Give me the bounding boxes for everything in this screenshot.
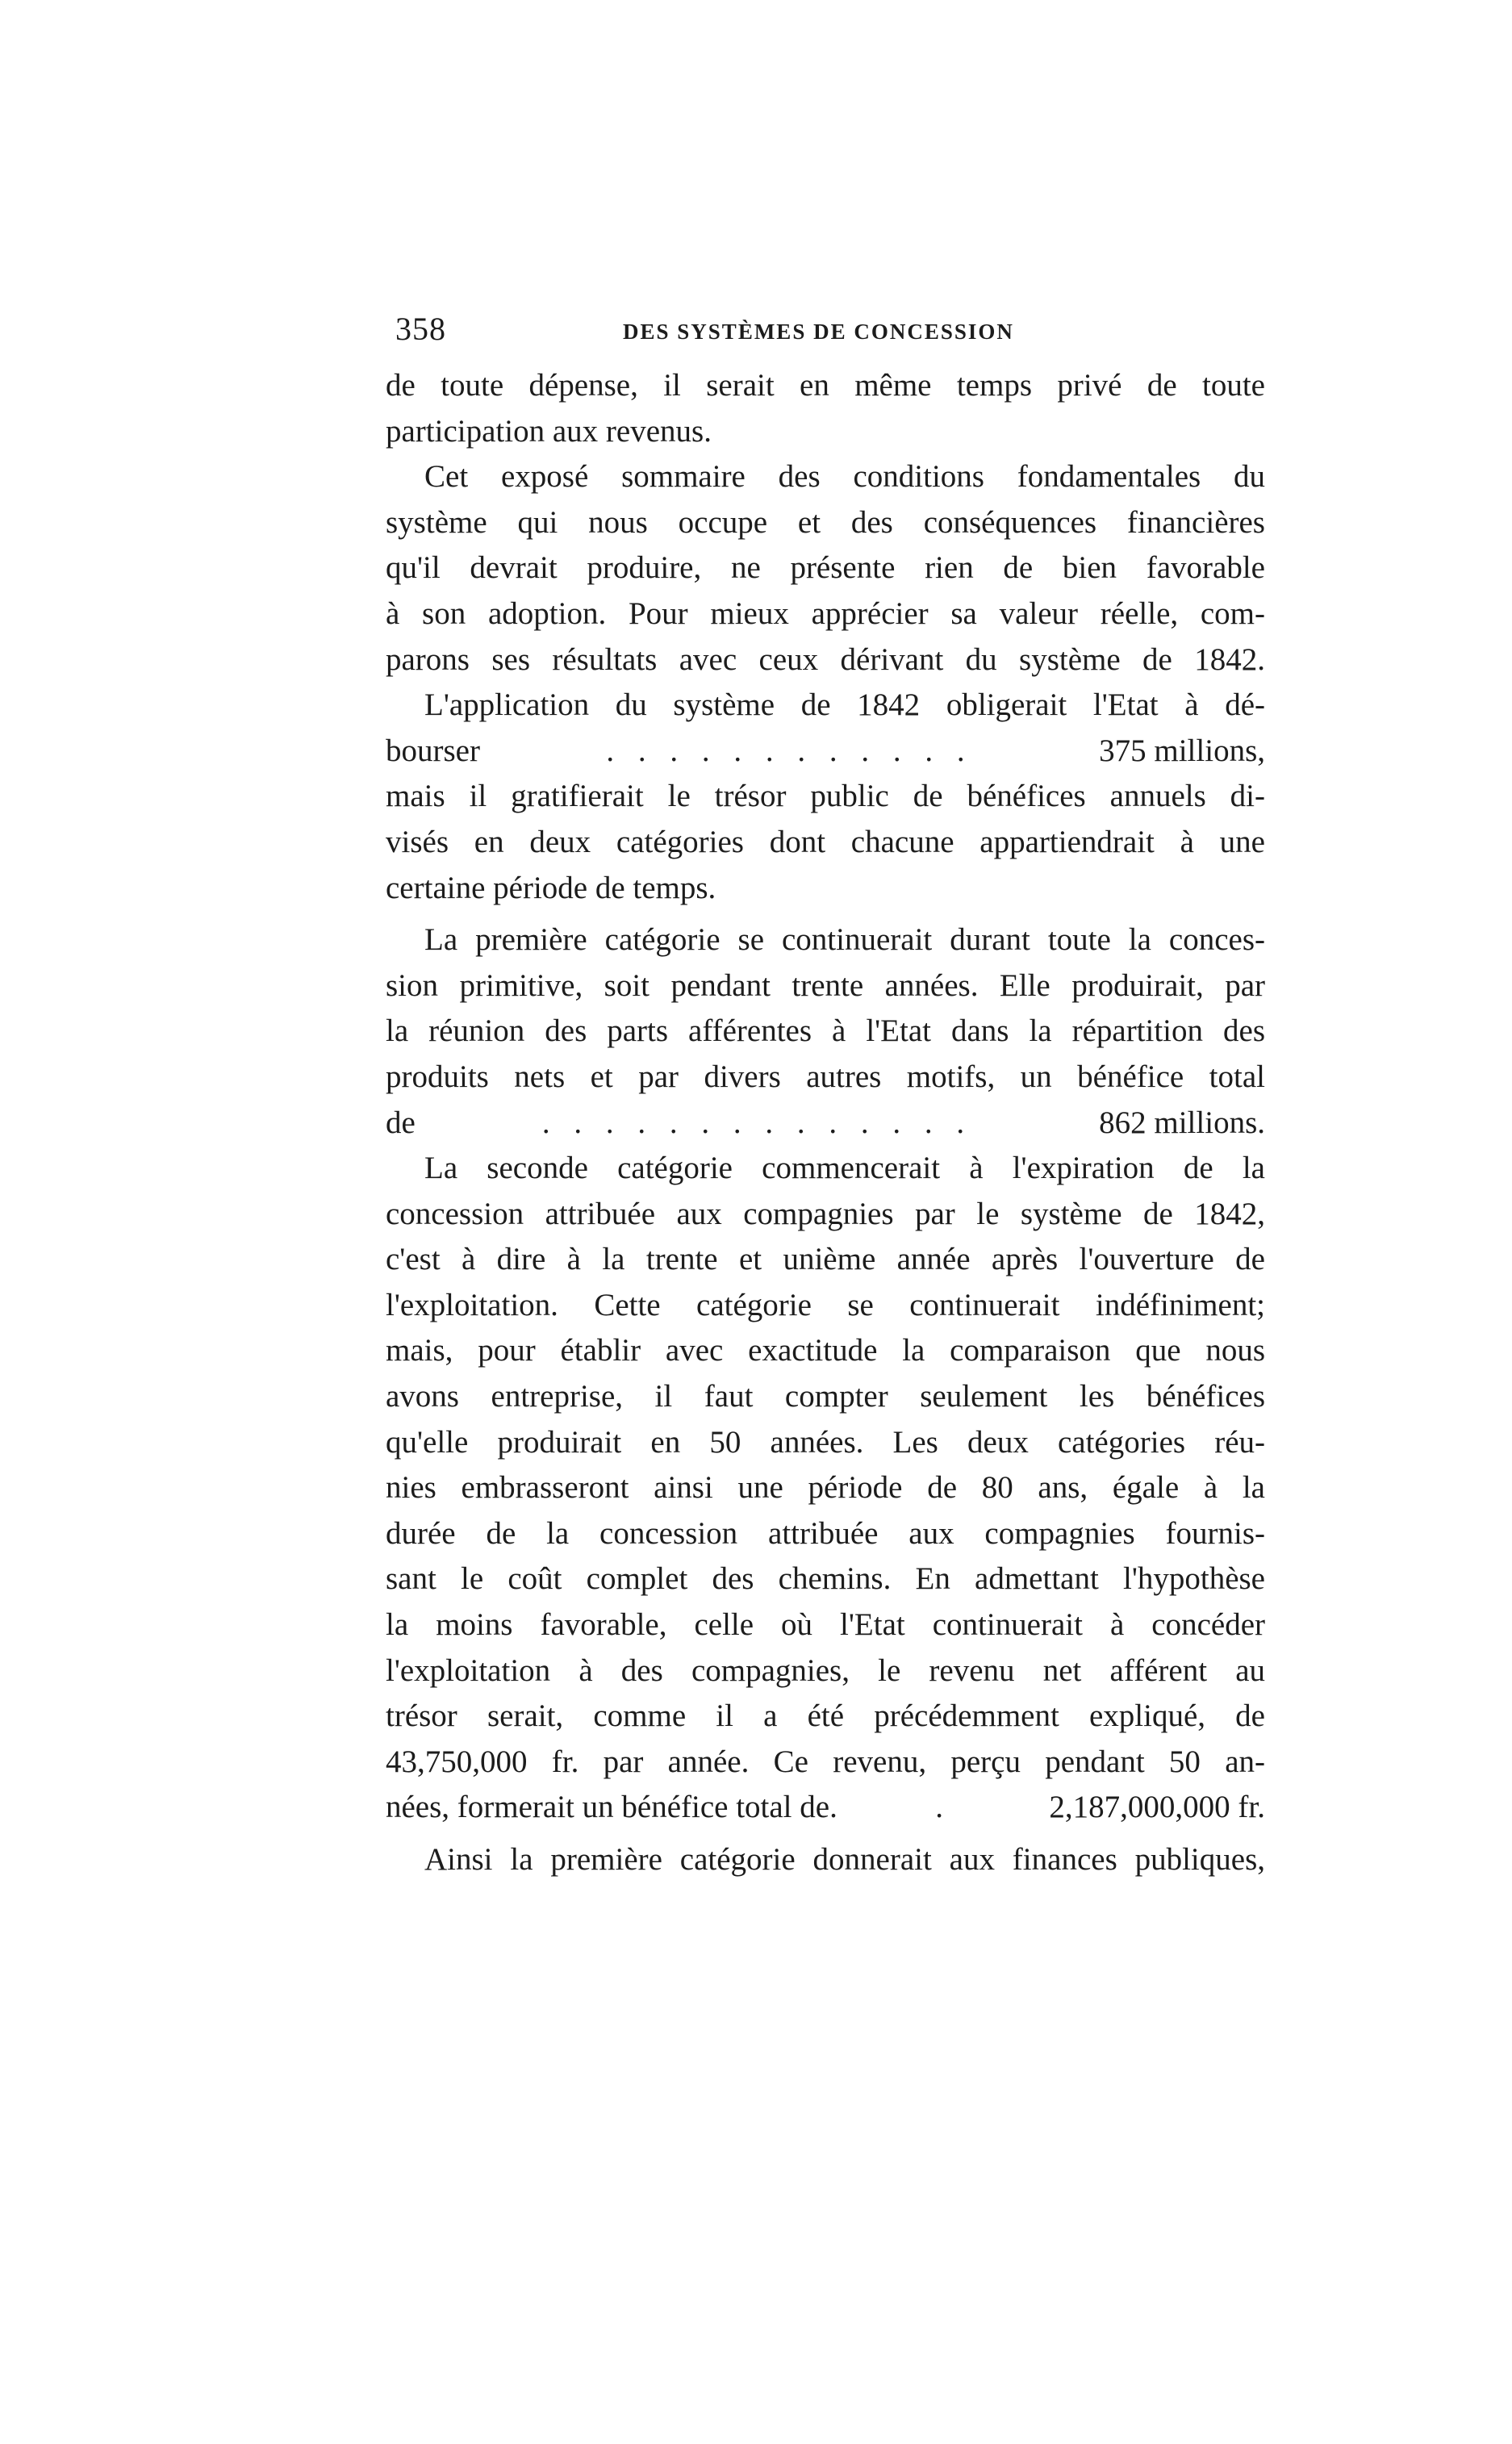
leader-dots: . . . . . . . . . . . . . . [541, 1105, 973, 1140]
leader-dots: . [935, 1790, 951, 1825]
text-line: la moins favorable, celle où l'Etat continuerait à concéder [386, 1607, 1265, 1643]
text-line: Ainsi la première catégorie donnerait aux finances publiques, [424, 1842, 1265, 1877]
text-line: c'est à dire à la trente et unième année après l'ouverture de [386, 1242, 1265, 1277]
running-title: DES SYSTÈMES DE CONCESSION [623, 320, 1014, 344]
text-line: mais, pour établir avec exactitude la comparaison que nous [386, 1333, 1265, 1368]
text-line: trésor serait, comme il a été précédemment expliqué, de [386, 1698, 1265, 1734]
text-line: La première catégorie se continuerait durant toute la conces- [424, 922, 1265, 958]
text-line: qu'il devrait produire, ne présente rien de bien favorable [386, 550, 1265, 586]
text-line: concession attribuée aux compagnies par le système de 1842, [386, 1196, 1265, 1231]
leader-dots: . . . . . . . . . . . . [606, 733, 973, 768]
text-line: sion primitive, soit pendant trente années. Elle produirait, par [386, 967, 1265, 1003]
tab-line-862 [386, 1101, 1265, 1147]
text-line: de toute dépense, il serait en même temps privé de toute [386, 368, 1265, 403]
text-line: l'exploitation. Cette catégorie se continuerait indéfiniment; [386, 1287, 1265, 1322]
text-line: La seconde catégorie commencerait à l'expiration de la [424, 1151, 1265, 1186]
text-line: produits nets et par divers autres motifs, un bénéfice total [386, 1059, 1265, 1094]
tab-lead: nées, formerait un bénéfice total de. [386, 1790, 837, 1825]
text-line: durée de la concession attribuée aux compagnies fournis- [386, 1515, 1265, 1551]
text-line: participation aux revenus. [386, 413, 712, 449]
amount-862: 862 millions. [1099, 1105, 1265, 1140]
text-line: Cet exposé sommaire des conditions fondamentales du [424, 459, 1265, 495]
tab-lead: de [386, 1105, 416, 1140]
text-line: système qui nous occupe et des conséquences financières [386, 504, 1265, 540]
text-line: à son adoption. Pour mieux apprécier sa valeur réelle, com- [386, 595, 1265, 631]
text-line: certaine période de temps. [386, 870, 716, 905]
tab-line-debourser [386, 729, 1265, 775]
text-line: visés en deux catégories dont chacune appartiendrait à une [386, 824, 1265, 859]
text-line: L'application du système de 1842 obligerait l'Etat à dé- [424, 687, 1265, 723]
amount-375: 375 millions, [1099, 733, 1265, 768]
text-line: parons ses résultats avec ceux dérivant du système de 1842. [386, 641, 1265, 677]
text-line: la réunion des parts afférentes à l'Etat dans la répartition des [386, 1013, 1265, 1049]
amount-2187: 2,187,000,000 fr. [1049, 1790, 1265, 1825]
text-line: mais il gratifierait le trésor public de bénéfices annuels di- [386, 779, 1265, 814]
text-line: nies embrasseront ainsi une période de 80 ans, égale à la [386, 1470, 1265, 1506]
text-line: qu'elle produirait en 50 années. Les deux catégories réu- [386, 1424, 1265, 1460]
text-line: avons entreprise, il faut compter seulement les bénéfices [386, 1379, 1265, 1414]
text-line: 43,750,000 fr. par année. Ce revenu, perçu pendant 50 an- [386, 1744, 1265, 1779]
tab-line-2187 [386, 1785, 1265, 1831]
text-line: l'exploitation à des compagnies, le revenu net afférent au [386, 1652, 1265, 1688]
body-text [386, 363, 1265, 1883]
page-number: 358 [395, 311, 446, 347]
text-line: sant le coût complet des chemins. En admettant l'hypothèse [386, 1561, 1265, 1597]
page-header [395, 310, 1259, 358]
tab-lead: bourser [386, 733, 480, 768]
